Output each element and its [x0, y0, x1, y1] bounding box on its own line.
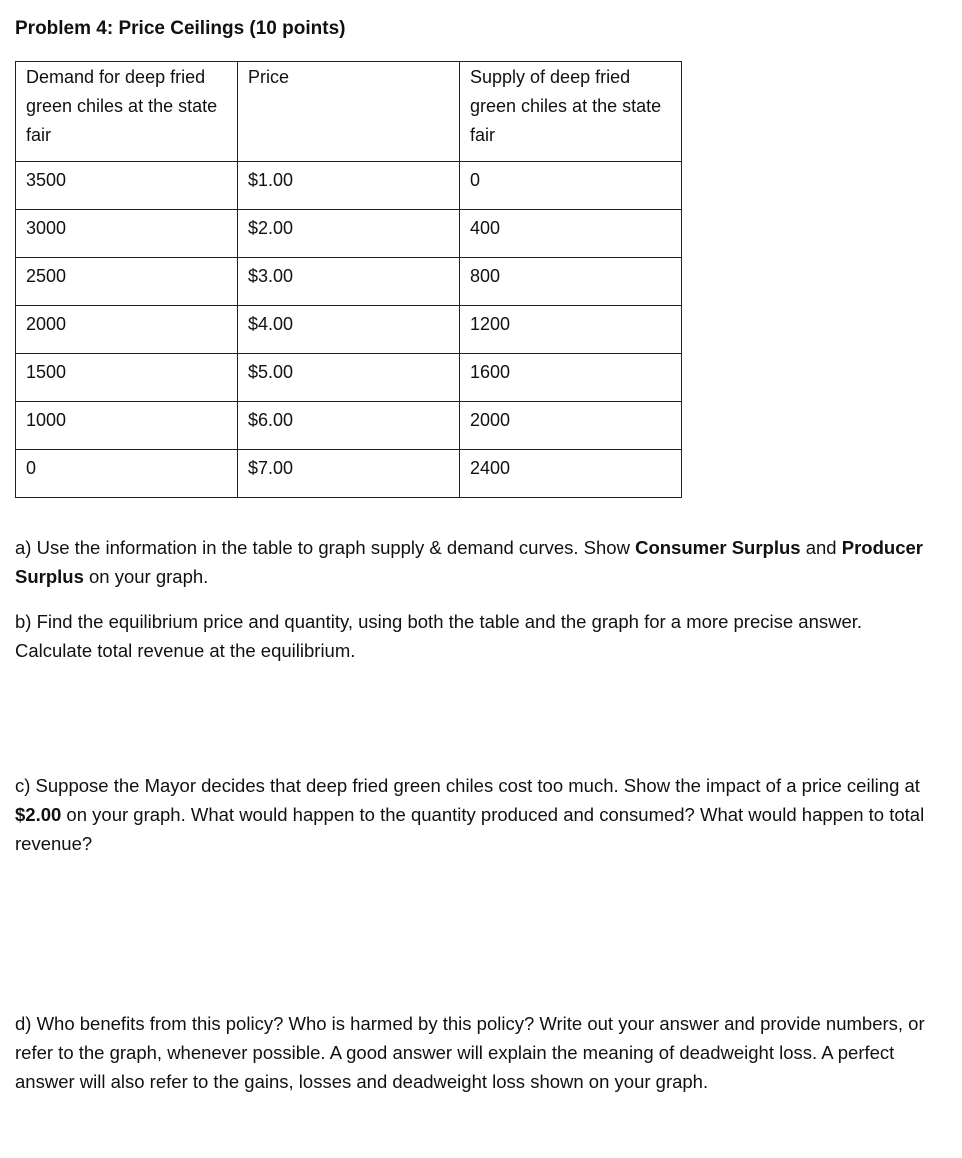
table-row — [16, 354, 682, 402]
demand-cell: 2500 — [16, 258, 238, 306]
price-cell: $6.00 — [238, 402, 460, 450]
question-a — [15, 533, 940, 591]
question-d: d) Who benefits from this policy? Who is harmed by this policy? Write out your answer and provide numbers, or refer to the graph, whenever possible. A good answer will explain the meaning of deadweight loss. A perfect answer will also refer to the gains, losses and deadweight loss shown on your graph. — [15, 1013, 925, 1092]
demand-cell: 1500 — [16, 354, 238, 402]
supply-cell: 0 — [460, 162, 682, 210]
table-row — [16, 258, 682, 306]
price-ceiling-value: $2.00 — [15, 804, 62, 825]
supply-cell: 2400 — [460, 450, 682, 498]
question-a-text-3: on your graph. — [83, 566, 209, 587]
demand-cell: 1000 — [16, 402, 238, 450]
price-cell: $7.00 — [238, 450, 460, 498]
price-cell: $2.00 — [238, 210, 460, 258]
supply-cell: 2000 — [460, 402, 682, 450]
question-c-text: c) Suppose the Mayor decides that deep fried green chiles cost too much. Show the impact of a price ceiling at — [15, 775, 920, 796]
producer-surplus-term: Producer Surplus — [15, 537, 923, 587]
price-cell: $3.00 — [238, 258, 460, 306]
price-cell: $5.00 — [238, 354, 460, 402]
header-supply: Supply of deep fried green chiles at the state fair — [460, 62, 682, 162]
supply-cell: 400 — [460, 210, 682, 258]
question-a-text-2: and — [800, 537, 842, 558]
supply-cell: 1600 — [460, 354, 682, 402]
header-price: Price — [238, 62, 460, 162]
table-row — [16, 306, 682, 354]
table-row — [16, 450, 682, 498]
demand-cell: 0 — [16, 450, 238, 498]
demand-cell: 3000 — [16, 210, 238, 258]
page-title: Problem 4: Price Ceilings (10 points) — [15, 18, 346, 39]
consumer-surplus-term: Consumer Surplus — [635, 537, 801, 558]
question-a-text: a) Use the information in the table to graph supply & demand curves. Show — [15, 537, 636, 558]
demand-cell: 3500 — [16, 162, 238, 210]
question-c — [15, 771, 940, 858]
demand-cell: 2000 — [16, 306, 238, 354]
supply-demand-table — [15, 61, 682, 498]
table-row — [16, 210, 682, 258]
supply-cell: 800 — [460, 258, 682, 306]
question-b: b) Find the equilibrium price and quantity, using both the table and the graph for a more precise answer. Calculate total revenue at the equilibrium. — [15, 611, 863, 661]
table-row — [16, 402, 682, 450]
table-row — [16, 162, 682, 210]
price-cell: $4.00 — [238, 306, 460, 354]
table-header-row — [16, 62, 682, 162]
question-c-text-2: on your graph. What would happen to the quantity produced and consumed? What would happen to total revenue? — [15, 804, 925, 854]
header-demand: Demand for deep fried green chiles at the state fair — [16, 62, 238, 162]
price-cell: $1.00 — [238, 162, 460, 210]
supply-cell: 1200 — [460, 306, 682, 354]
